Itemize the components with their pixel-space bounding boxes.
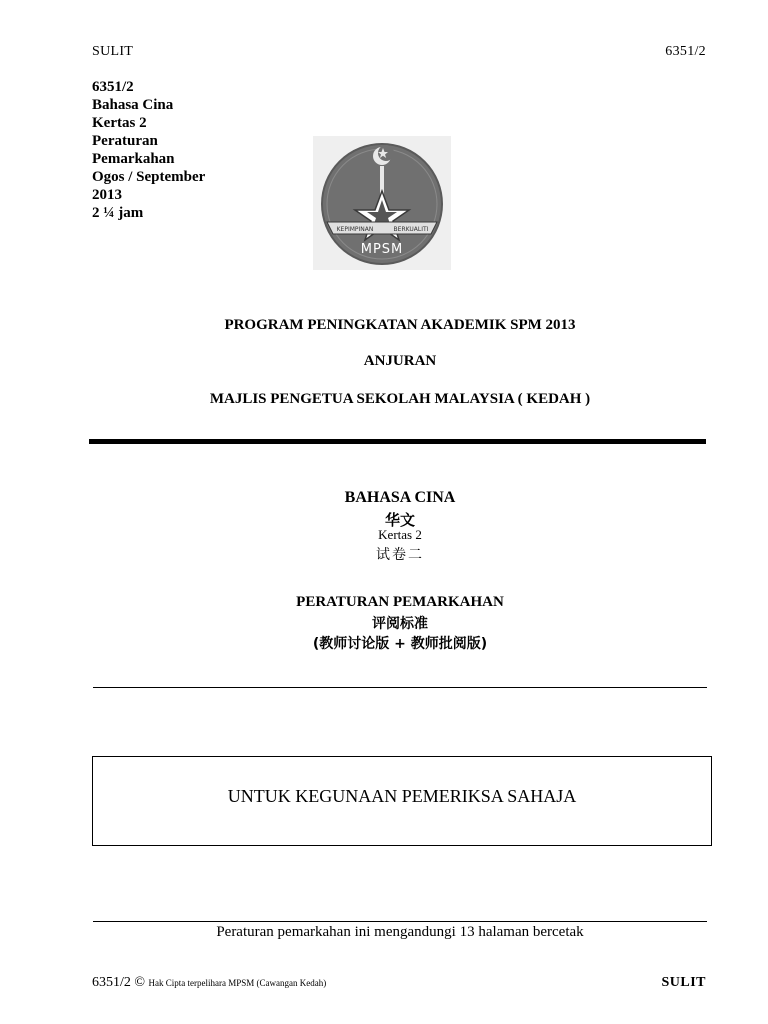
- mpsm-logo-emblem-icon: [313, 136, 451, 270]
- examiner-use-label: UNTUK KEGUNAAN PEMERIKSA SAHAJA: [227, 786, 577, 806]
- meta-duration: 2 ¼ jam: [92, 205, 144, 221]
- meta-code: 6351/2: [92, 79, 134, 95]
- meta-type-2: Pemarkahan: [92, 151, 175, 167]
- logo-text: MPSM: [360, 242, 404, 257]
- meta-paper: Kertas 2: [92, 115, 147, 131]
- paper-meta: [92, 78, 205, 222]
- copyright-icon: ©: [134, 975, 146, 990]
- footer-right-sulit: SULIT: [661, 975, 706, 990]
- meta-type-1: Peraturan: [92, 133, 158, 149]
- footer-left: [92, 975, 326, 991]
- marking-scheme-title-chinese: 评阅标准: [372, 616, 428, 632]
- header-right-code: 6351/2: [665, 44, 706, 59]
- paper-number: Kertas 2: [378, 527, 422, 542]
- paper-number-chinese: 试卷二: [376, 547, 424, 563]
- thin-divider-top: [93, 687, 707, 688]
- examiner-use-box: [92, 756, 712, 846]
- meta-year: 2013: [92, 187, 122, 203]
- footer-code: 6351/2: [92, 975, 131, 990]
- footer-copyright: Hak Cipta terpelihara MPSM (Cawangan Kedah): [148, 978, 327, 988]
- page-count-note: Peraturan pemarkahan ini mengandungi 13 halaman bercetak: [216, 924, 584, 940]
- subject-name-chinese: 华文: [384, 511, 415, 529]
- header-left-sulit: SULIT: [92, 44, 134, 59]
- subject-name: BAHASA CINA: [344, 489, 456, 506]
- organizer-label: ANJURAN: [363, 353, 437, 369]
- mpsm-logo: [313, 136, 451, 270]
- logo-ribbon-left: KEPIMPINAN: [336, 226, 374, 233]
- thin-divider-bottom: [93, 921, 707, 922]
- meta-subject: Bahasa Cina: [92, 97, 174, 113]
- marking-scheme-title: PERATURAN PEMARKAHAN: [296, 594, 504, 610]
- marking-scheme-note-chinese: (教师讨论版 + 教师批阅版): [312, 636, 488, 652]
- program-title: PROGRAM PENINGKATAN AKADEMIK SPM 2013: [224, 317, 576, 333]
- thick-divider: [89, 439, 706, 444]
- meta-month: Ogos / September: [92, 169, 206, 185]
- logo-ribbon-right: BERKUALITI: [393, 226, 429, 233]
- organizer-name: MAJLIS PENGETUA SEKOLAH MALAYSIA ( KEDAH ): [209, 391, 591, 407]
